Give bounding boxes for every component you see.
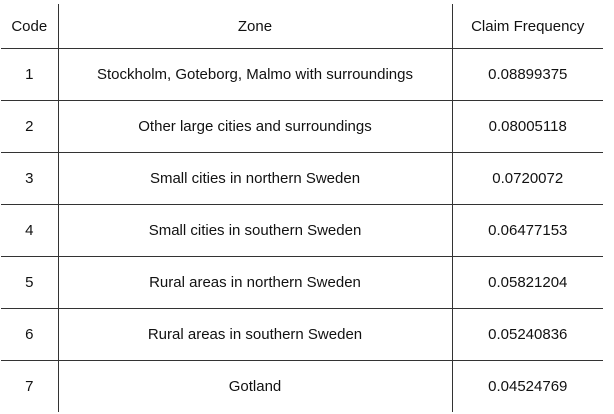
table-row xyxy=(1,361,603,413)
cell-code: 6 xyxy=(1,309,58,361)
table-row xyxy=(1,153,603,205)
cell-zone: Other large cities and surroundings xyxy=(58,101,452,153)
header-claim-frequency: Claim Frequency xyxy=(452,4,603,49)
cell-code: 1 xyxy=(1,49,58,101)
table-row xyxy=(1,257,603,309)
cell-claim-frequency: 0.08899375 xyxy=(452,49,603,101)
cell-code: 4 xyxy=(1,205,58,257)
cell-code: 7 xyxy=(1,361,58,413)
header-row xyxy=(1,4,603,49)
table-row xyxy=(1,309,603,361)
claim-frequency-table xyxy=(1,4,603,412)
cell-claim-frequency: 0.0720072 xyxy=(452,153,603,205)
table-row xyxy=(1,49,603,101)
cell-zone: Gotland xyxy=(58,361,452,413)
cell-claim-frequency: 0.04524769 xyxy=(488,378,568,395)
cell-zone: Small cities in southern Sweden xyxy=(58,205,452,257)
cell-zone: Rural areas in northern Sweden xyxy=(58,257,452,309)
table-row xyxy=(1,205,603,257)
cell-zone: Small cities in northern Sweden xyxy=(58,153,452,205)
header-zone: Zone xyxy=(58,4,452,49)
cell-code: 5 xyxy=(1,257,58,309)
table-row xyxy=(1,101,603,153)
cell-claim-frequency: 0.06477153 xyxy=(452,205,603,257)
cell-zone: Stockholm, Goteborg, Malmo with surroundings xyxy=(58,49,452,101)
cell-claim-frequency: 0.08005118 xyxy=(452,101,603,153)
cell-code: 3 xyxy=(1,153,58,205)
cell-zone: Rural areas in southern Sweden xyxy=(58,309,452,361)
header-code: Code xyxy=(1,4,58,49)
cell-claim-frequency: 0.05821204 xyxy=(452,257,603,309)
cell-claim-frequency: 0.05240836 xyxy=(452,309,603,361)
cell-code: 2 xyxy=(1,101,58,153)
